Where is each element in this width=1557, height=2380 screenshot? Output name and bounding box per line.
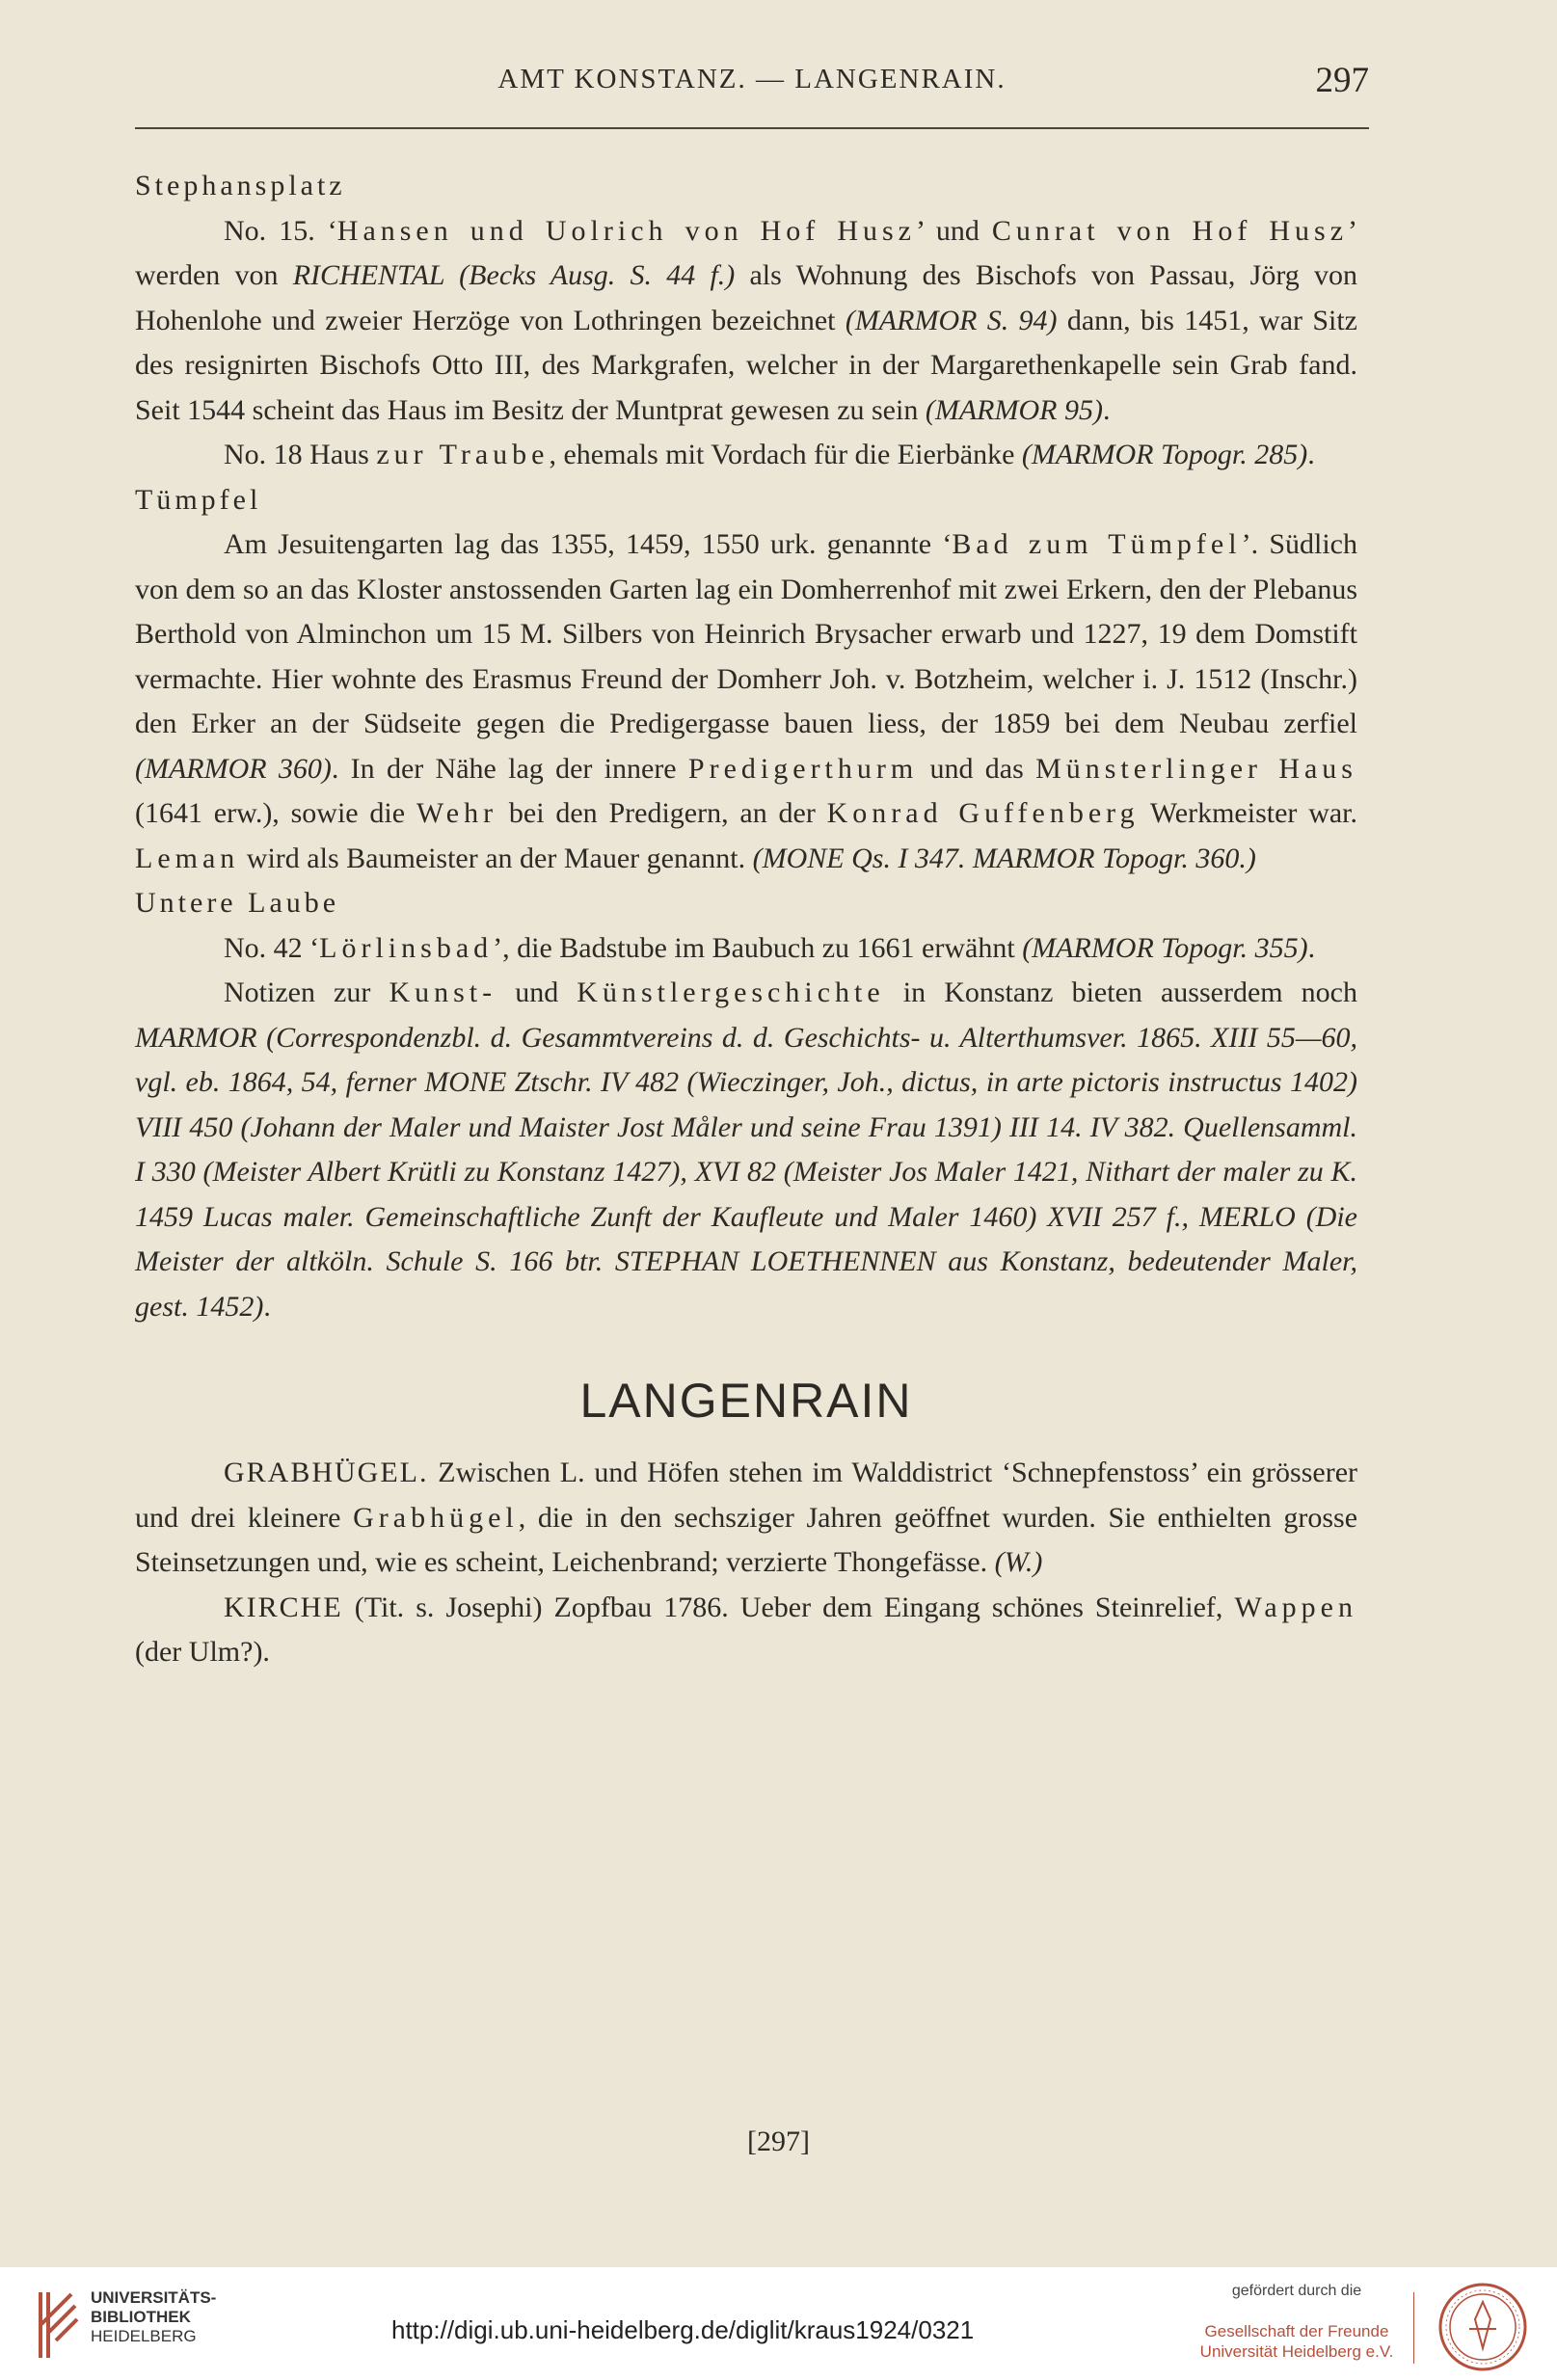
- paragraph-no-15: No. 15. ‘Hansen und Uolrich von Hof Husz’ und Cunrat von Hof Husz’ werden von RICHENTAL (Becks Ausg. S. 44 f.) als Wohnung des Bischofs von Passau, Jörg von Hohenlohe und zweier Herzöge von Lothringen bezeichnet (MARMOR S. 94) dann, bis 1451, war Sitz des resignirten Bischofs Otto III, des Markgrafen, welcher in der Margarethenkapelle sein Grab fand. Seit 1544 scheint das Haus im Besitz der Muntprat gewesen zu sein (MARMOR 95).: [135, 214, 1358, 426]
- paragraph-notizen: Notizen zur Kunst- und Künstlergeschichte in Konstanz bieten ausserdem noch MARMOR (Correspondenzbl. d. Gesammtvereins d. d. Geschichts- u. Alterthumsver. 1865. XIII 55—60, vgl. eb. 1864, 54, ferner MONE Ztschr. IV 482 (Wieczinger, Joh., dictus, in arte pictoris instructus 1402) VIII 450 (Johann der Maler und Maister Jost Måler und seine Frau 1391) III 14. IV 382. Quellensamml. I 330 (Meister Albert Krütli zu Konstanz 1427), XVI 82 (Meister Jos Maler 1421, Nithart der maler zu K. 1459 Lucas maler. Gemeinschaftliche Zunft der Kaufleute und Maler 1460) XVII 257 f., MERLO (Die Meister der altköln. Schule S. 166 btr. STEPHAN LOETHENNEN aus Konstanz, bedeutender Maler, gest. 1452).: [135, 976, 1357, 1323]
- running-title: AMT KONSTANZ. — LANGENRAIN.: [497, 64, 1007, 94]
- paragraph-no-18: No. 18 Haus zur Traube, ehemals mit Vordach für die Eierbänke (MARMOR Topogr. 285).: [224, 439, 1315, 470]
- heading-tuempfel: Tümpfel: [135, 483, 262, 516]
- body-text: [135, 164, 1357, 1675]
- university-seal-icon: [1436, 2281, 1529, 2373]
- paragraph-tuempfel: Am Jesuitengarten lag das 1355, 1459, 1550 urk. genannte ‘Bad zum Tümpfel’. Südlich von dem so an das Kloster anstossenden Garten lag ein Domherrenhof mit zwei Erkern, den der Plebanus Berthold von Alminchon um 15 M. Silbers von Heinrich Brysacher erwarb und 1227, 19 dem Domstift vermachte. Hier wohnte des Erasmus Freund der Domherr Joh. v. Botzheim, welcher i. J. 1512 (Inschr.) den Erker an der Südseite gegen die Predigergasse bauen liess, der 1859 bei dem Neubau zerfiel (MARMOR 360). In der Nähe lag der innere Predigerthurm und das Münsterlinger Haus (1641 erw.), sowie die Wehr bei den Predigern, an der Konrad Guffenberg Werkmeister war. Leman wird als Baumeister an der Mauer genannt. (MONE Qs. I 347. MARMOR Topogr. 360.): [135, 528, 1358, 874]
- paragraph-no-42: No. 42 ‘Lörlinsbad’, die Badstube im Baubuch zu 1661 erwähnt (MARMOR Topogr. 355).: [224, 931, 1316, 964]
- library-logo-icon: [33, 2286, 81, 2364]
- sponsor-name-line2: Universität Heidelberg e.V.: [1199, 2342, 1394, 2361]
- folio-number: [297]: [747, 2126, 810, 2157]
- paragraph-kirche: KIRCHE (Tit. s. Josephi) Zopfbau 1786. Ueber dem Eingang schönes Steinrelief, Wappen (der Ulm?).: [135, 1591, 1357, 1668]
- library-name: UNIVERSITÄTS- BIBLIOTHEK HEIDELBERG: [91, 2288, 217, 2345]
- heading-stephansplatz: Stephansplatz: [135, 170, 346, 201]
- sponsor-label: gefördert durch die: [1231, 2283, 1362, 2299]
- page-number: 297: [1315, 61, 1369, 100]
- footer-divider: [1413, 2292, 1414, 2364]
- sponsor-name-line1: Gesellschaft der Freunde: [1204, 2322, 1389, 2340]
- footer-bar: [0, 2267, 1557, 2380]
- running-head: [135, 61, 1369, 121]
- paragraph-grabhuegel: GRABHÜGEL. Zwischen L. und Höfen stehen im Walddistrict ‘Schnepfenstoss’ ein grösserer und drei kleinere Grabhügel, die in den sechsziger Jahren geöffnet wurden. Sie enthielten grosse Steinsetzungen und, wie es scheint, Leichenbrand; verzierte Thongefässe. (W.): [135, 1457, 1358, 1578]
- section-title-langenrain: LANGENRAIN: [579, 1374, 913, 1428]
- header-rule: [135, 127, 1369, 129]
- heading-untere-laube: Untere Laube: [135, 887, 340, 919]
- permalink-url[interactable]: http://digi.ub.uni-heidelberg.de/diglit/kraus1924/0321: [391, 2315, 975, 2344]
- sponsor-block: [1195, 2283, 1398, 2362]
